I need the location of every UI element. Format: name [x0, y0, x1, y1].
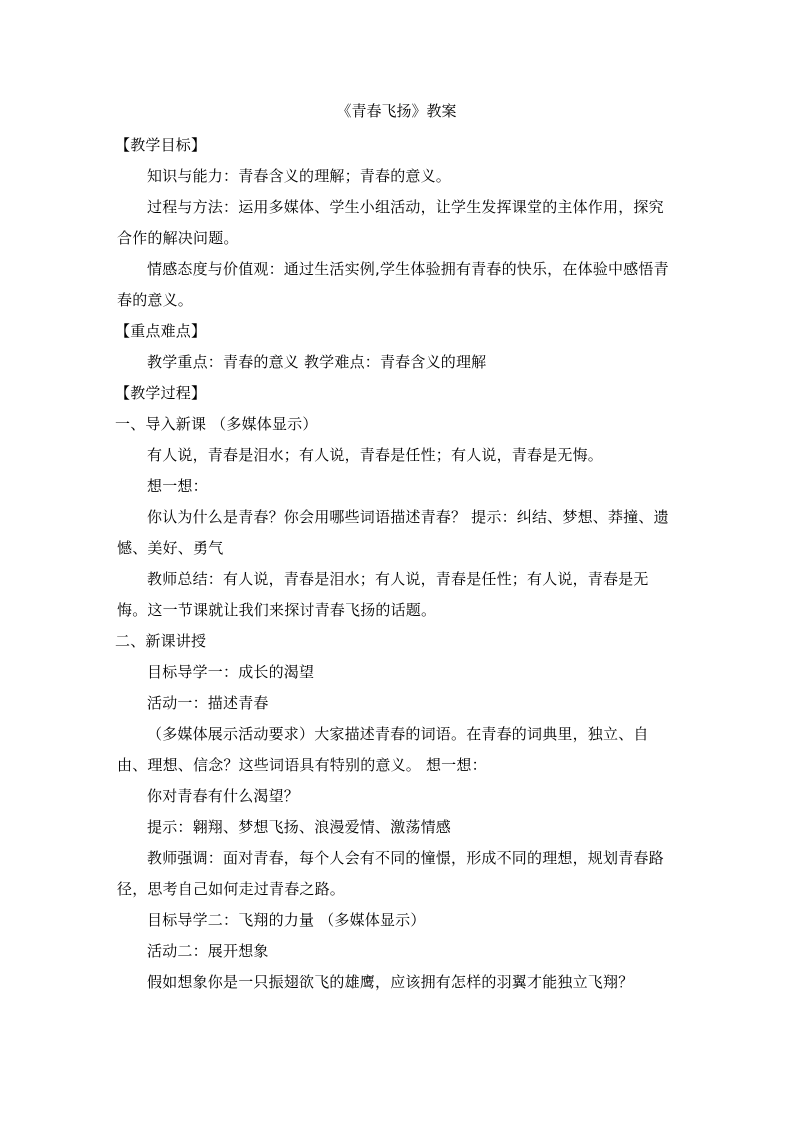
paragraph: 假如想象你是一只振翅欲飞的雄鹰，应该拥有怎样的羽翼才能独立飞翔？	[147, 973, 634, 991]
paragraph: 活动二：展开想象	[147, 942, 269, 960]
paragraph: 知识与能力：青春含义的理解；青春的意义。	[147, 167, 452, 185]
section-heading: 二、新课讲授	[115, 632, 207, 650]
section-heading: 【重点难点】	[115, 322, 207, 340]
document-body	[117, 130, 677, 998]
paragraph: 教学重点：青春的意义 教学难点：青春含义的理解	[147, 353, 487, 371]
section-heading: 一、导入新课 （多媒体显示）	[115, 415, 318, 433]
document-title: 《青春飞扬》教案	[336, 102, 457, 120]
paragraph: 教师强调：面对青春，每个人会有不同的憧憬，形成不同的理想，规划青春路径，思考自己如何走过青春之路。	[117, 849, 664, 898]
paragraph: 教师总结：有人说，青春是泪水；有人说，青春是任性；有人说，青春是无悔。这一节课就让我们来探讨青春飞扬的话题。	[117, 570, 649, 619]
paragraph: 活动一：描述青春	[147, 694, 269, 712]
paragraph: 提示：翱翔、梦想飞扬、浪漫爱情、激荡情感	[147, 818, 452, 836]
paragraph: 目标导学二：飞翔的力量 （多媒体显示）	[147, 911, 426, 929]
paragraph: 你认为什么是青春？你会用哪些词语描述青春？ 提示：纠结、梦想、莽撞、遗憾、美好、勇气	[117, 508, 669, 557]
section-heading: 【教学过程】	[115, 384, 207, 402]
paragraph: 有人说，青春是泪水；有人说，青春是任性；有人说，青春是无悔。	[147, 446, 604, 464]
paragraph: 想一想：	[147, 477, 208, 495]
paragraph: 过程与方法：运用多媒体、学生小组活动，让学生发挥课堂的主体作用，探究合作的解决问题。	[117, 198, 664, 247]
paragraph: 情感态度与价值观：通过生活实例,学生体验拥有青春的快乐，在体验中感悟青春的意义。	[117, 260, 669, 309]
paragraph: （多媒体展示活动要求）大家描述青春的词语。在青春的词典里，独立、自由、理想、信念？这些词语具有特别的意义。 想一想：	[117, 725, 649, 774]
paragraph: 你对青春有什么渴望？	[147, 787, 300, 805]
paragraph: 目标导学一：成长的渴望	[147, 663, 315, 681]
section-heading: 【教学目标】	[115, 136, 207, 154]
